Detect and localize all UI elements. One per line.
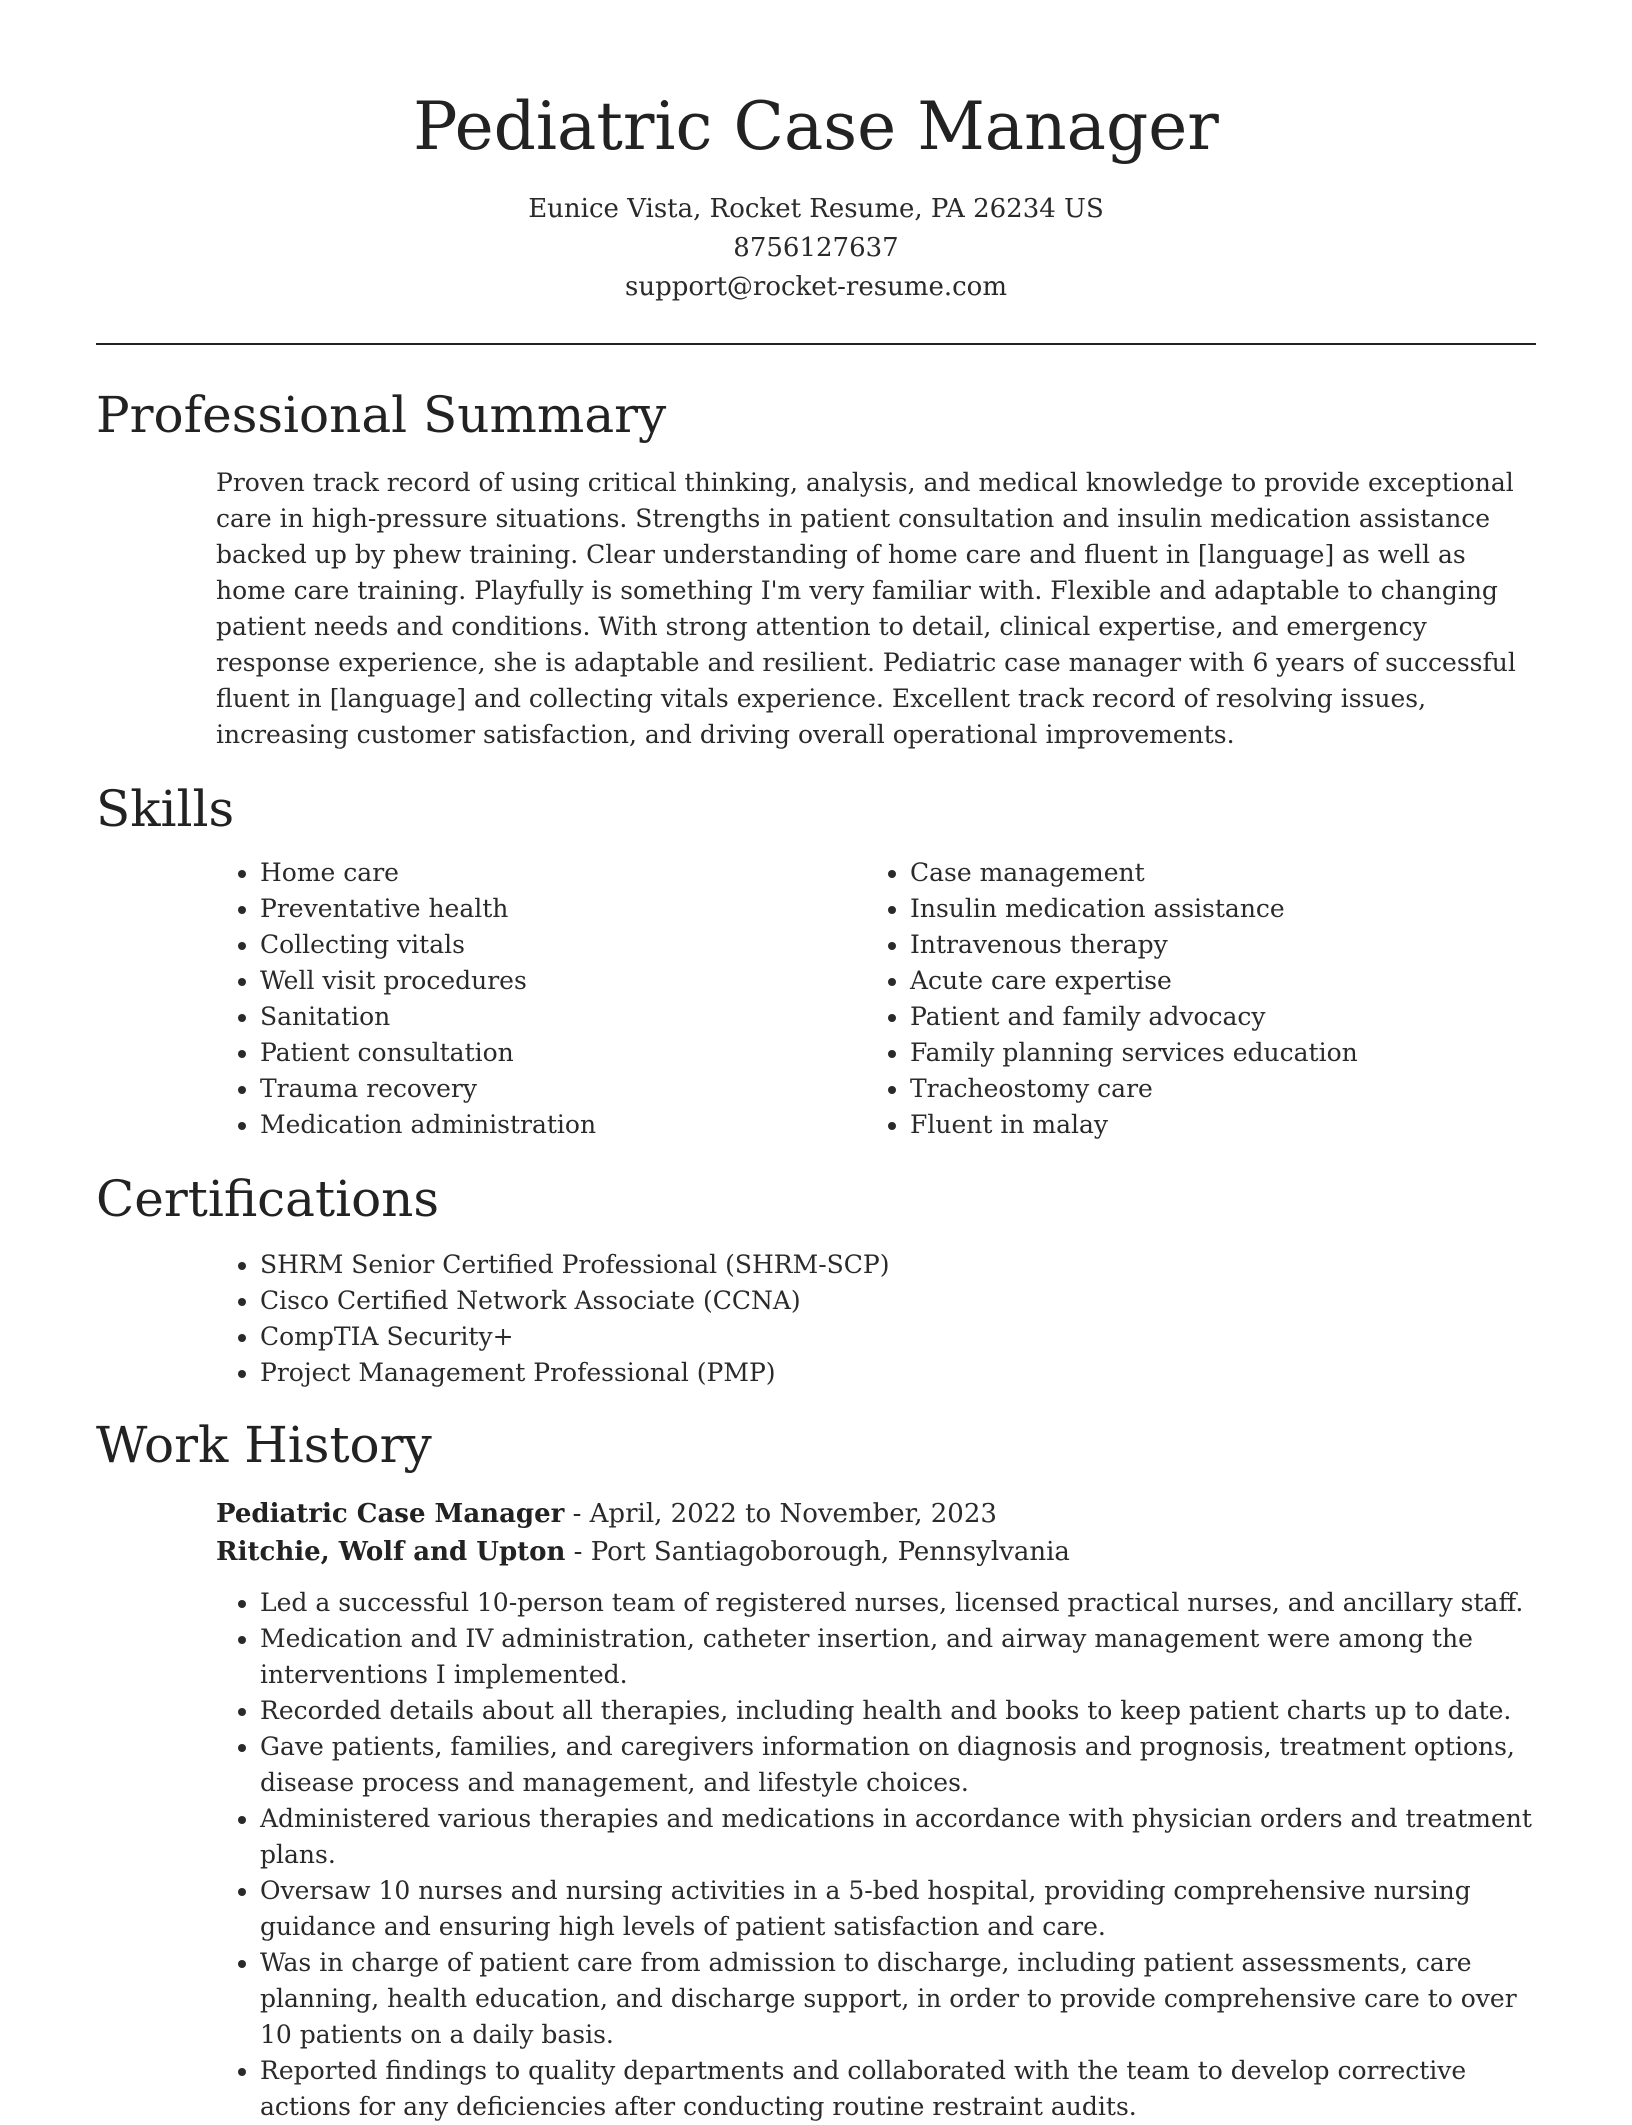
- certifications-list: [216, 1247, 1536, 1391]
- duty-item: • Gave patients, families, and caregivers information on diagnosis and prognosis, treatment options, disease process and management, and lifestyle choices.: [260, 1729, 1536, 1801]
- section-heading-work-history: Work History: [96, 1416, 432, 1474]
- summary-text: Proven track record of using critical thinking, analysis, and medical knowledge to provide exceptional care in high-pressure situations. Strengths in patient consultation and insulin medication assistance backed up by phew training. Clear understanding of home care and fluent in [language] as well as home care training. Playfully is something I'm very familiar with. Flexible and adaptable to changing patient needs and conditions. With strong attention to detail, clinical expertise, and emergency response experience, she is adaptable and resilient. Pediatric case manager with 6 years of successful fluent in [language] and collecting vitals experience. Excellent track record of resolving issues, increasing customer satisfaction, and driving overall operational improvements.: [216, 468, 1516, 749]
- resume-title: Pediatric Case Manager: [413, 88, 1219, 165]
- certifications-section: [96, 1169, 1536, 1391]
- section-heading-summary: Professional Summary: [96, 386, 667, 444]
- certification-item: • Project Management Professional (PMP): [260, 1355, 1536, 1391]
- skill-item: • Patient and family advocacy: [910, 999, 1530, 1035]
- contact-phone: 8756127637: [733, 233, 899, 263]
- skill-item: • Patient consultation: [260, 1035, 866, 1071]
- duty-item: • Medication and IV administration, catheter insertion, and airway management were among the interventions I implemented.: [260, 1621, 1536, 1693]
- skill-item: • Trauma recovery: [260, 1071, 866, 1107]
- job-location: - Port Santiagoborough, Pennsylvania: [565, 1537, 1070, 1567]
- duty-item: • Was in charge of patient care from admission to discharge, including patient assessments, care planning, health education, and discharge support, in order to provide comprehensive care to over 10 patients on a daily basis.: [260, 1945, 1536, 2053]
- contact-block: [96, 190, 1536, 307]
- duty-item: • Led a successful 10-person team of registered nurses, licensed practical nurses, and ancillary staff.: [260, 1585, 1536, 1621]
- skills-columns: [216, 855, 1536, 1143]
- skill-item: • Acute care expertise: [910, 963, 1530, 999]
- skill-item: • Fluent in malay: [910, 1107, 1530, 1143]
- job-title-line: [216, 1495, 1536, 1533]
- skills-list-right: [866, 855, 1530, 1143]
- duty-item: • Recorded details about all therapies, including health and books to keep patient charts up to date.: [260, 1693, 1536, 1729]
- certification-item: • SHRM Senior Certified Professional (SHRM-SCP): [260, 1247, 1536, 1283]
- skill-item: • Insulin medication assistance: [910, 891, 1530, 927]
- skill-item: • Tracheostomy care: [910, 1071, 1530, 1107]
- job-title: Pediatric Case Manager: [216, 1499, 565, 1529]
- skill-item: • Case management: [910, 855, 1530, 891]
- skill-item: • Sanitation: [260, 999, 866, 1035]
- skill-item: • Collecting vitals: [260, 927, 866, 963]
- skills-section: [96, 779, 1536, 1143]
- contact-email: support@rocket-resume.com: [624, 272, 1007, 302]
- duty-item: • Oversaw 10 nurses and nursing activities in a 5-bed hospital, providing comprehensive nursing guidance and ensuring high levels of patient satisfaction and care.: [260, 1873, 1536, 1945]
- skill-item: • Home care: [260, 855, 866, 891]
- job-company-line: [216, 1533, 1536, 1571]
- skill-item: • Medication administration: [260, 1107, 866, 1143]
- skill-item: • Intravenous therapy: [910, 927, 1530, 963]
- job-header: [216, 1495, 1536, 1571]
- section-heading-certifications: Certifications: [96, 1170, 440, 1228]
- work-history-section: [96, 1415, 1536, 2125]
- certification-item: • Cisco Certified Network Associate (CCNA): [260, 1283, 1536, 1319]
- duty-item: • Reported findings to quality departments and collaborated with the team to develop corrective actions for any deficiencies after conducting routine restraint audits.: [260, 2053, 1536, 2125]
- skill-item: • Family planning services education: [910, 1035, 1530, 1071]
- duty-item: • Administered various therapies and medications in accordance with physician orders and treatment plans.: [260, 1801, 1536, 1873]
- resume-page: [96, 0, 1536, 2125]
- header-divider: [96, 343, 1536, 345]
- contact-address: Eunice Vista, Rocket Resume, PA 26234 US: [528, 194, 1104, 224]
- job-dates: - April, 2022 to November, 2023: [564, 1499, 997, 1529]
- skill-item: • Well visit procedures: [260, 963, 866, 999]
- certification-item: • CompTIA Security+: [260, 1319, 1536, 1355]
- resume-header: [96, 84, 1536, 345]
- professional-summary-section: [96, 385, 1536, 753]
- job-company: Ritchie, Wolf and Upton: [216, 1537, 566, 1567]
- skills-list-left: [216, 855, 866, 1143]
- section-heading-skills: Skills: [96, 780, 235, 838]
- job-duties-list: [216, 1585, 1536, 2125]
- skill-item: • Preventative health: [260, 891, 866, 927]
